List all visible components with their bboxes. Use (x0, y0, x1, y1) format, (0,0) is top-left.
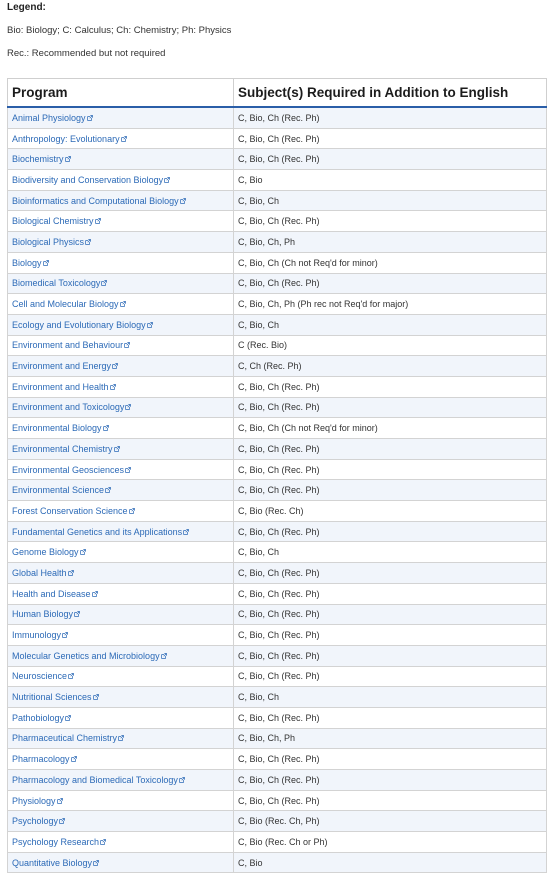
table-row (8, 790, 547, 811)
program-cell (8, 666, 234, 687)
table-row (8, 170, 547, 191)
program-link[interactable] (12, 527, 189, 537)
external-link-icon (92, 591, 98, 597)
subjects-cell: C, Bio, Ch (Ch not Req'd for minor) (234, 418, 547, 439)
external-link-icon (129, 508, 135, 514)
external-link-icon (125, 404, 131, 410)
program-requirements-table (7, 78, 547, 873)
program-link[interactable] (12, 402, 131, 412)
table-row (8, 625, 547, 646)
program-cell (8, 190, 234, 211)
table-row (8, 563, 547, 584)
program-link[interactable] (12, 816, 65, 826)
subjects-cell: C, Bio, Ch (Rec. Ph) (234, 128, 547, 149)
subjects-cell: C, Bio, Ch (Rec. Ph) (234, 625, 547, 646)
subjects-cell: C, Bio, Ch (234, 542, 547, 563)
program-link[interactable] (12, 547, 86, 557)
subjects-cell: C, Bio, Ch (Rec. Ph) (234, 273, 547, 294)
subjects-cell: C, Bio (234, 170, 547, 191)
subjects-cell: C, Bio, Ch (Rec. Ph) (234, 770, 547, 791)
program-name: Physiology (12, 795, 56, 806)
program-name: Neuroscience (12, 671, 68, 682)
program-link[interactable] (12, 796, 63, 806)
program-name: Immunology (12, 630, 62, 641)
program-name: Environment and Toxicology (12, 402, 125, 413)
program-link[interactable] (12, 444, 120, 454)
table-row (8, 356, 547, 377)
program-link[interactable] (12, 175, 170, 185)
program-link[interactable] (12, 775, 185, 785)
program-cell (8, 563, 234, 584)
column-header-subjects: Subject(s) Required in Addition to English (234, 79, 547, 108)
subjects-cell: C, Bio, Ch (Rec. Ph) (234, 583, 547, 604)
subjects-cell: C, Bio (234, 852, 547, 873)
table-row (8, 294, 547, 315)
program-link[interactable] (12, 382, 116, 392)
program-link[interactable] (12, 485, 111, 495)
program-name: Pathobiology (12, 712, 65, 723)
table-row (8, 707, 547, 728)
subjects-cell: C, Bio, Ch (Rec. Ph) (234, 645, 547, 666)
table-row (8, 335, 547, 356)
program-name: Biological Physics (12, 236, 85, 247)
table-row (8, 149, 547, 170)
external-link-icon (87, 115, 93, 121)
program-cell (8, 521, 234, 542)
program-name: Biodiversity and Conservation Biology (12, 174, 164, 185)
program-name: Environment and Energy (12, 361, 112, 372)
program-name: Environmental Science (12, 485, 105, 496)
program-name: Health and Disease (12, 588, 91, 599)
subjects-cell: C, Bio, Ch, Ph (234, 728, 547, 749)
program-link[interactable] (12, 568, 74, 578)
program-name: Pharmacology and Biomedical Toxicology (12, 774, 178, 785)
program-cell (8, 852, 234, 873)
external-link-icon (100, 839, 106, 845)
external-link-icon (180, 198, 186, 204)
table-row (8, 604, 547, 625)
table-row (8, 232, 547, 253)
program-link[interactable] (12, 320, 153, 330)
external-link-icon (68, 673, 74, 679)
subjects-cell: C, Bio, Ch (Rec. Ph) (234, 563, 547, 584)
subjects-cell: C, Bio, Ch, Ph (Ph rec not Req'd for major) (234, 294, 547, 315)
program-name: Ecology and Evolutionary Biology (12, 319, 146, 330)
subjects-cell: C, Bio, Ch (Rec. Ph) (234, 376, 547, 397)
program-name: Genome Biology (12, 547, 79, 558)
program-cell (8, 625, 234, 646)
external-link-icon (183, 529, 189, 535)
program-cell (8, 232, 234, 253)
subjects-cell: C, Bio, Ch (Rec. Ph) (234, 211, 547, 232)
subjects-cell: C, Bio, Ch (Rec. Ph) (234, 790, 547, 811)
program-cell (8, 728, 234, 749)
program-name: Biological Chemistry (12, 216, 94, 227)
external-link-icon (93, 860, 99, 866)
subjects-cell: C, Bio (Rec. Ch) (234, 501, 547, 522)
external-link-icon (118, 735, 124, 741)
table-row (8, 128, 547, 149)
program-cell (8, 811, 234, 832)
subjects-cell: C, Bio, Ch (Ch not Req'd for minor) (234, 252, 547, 273)
subjects-cell: C (Rec. Bio) (234, 335, 547, 356)
program-cell (8, 604, 234, 625)
external-link-icon (147, 322, 153, 328)
subjects-cell: C, Bio, Ch (Rec. Ph) (234, 604, 547, 625)
program-name: Fundamental Genetics and its Applications (12, 526, 183, 537)
subjects-cell: C, Ch (Rec. Ph) (234, 356, 547, 377)
program-link[interactable] (12, 465, 131, 475)
table-header-row (8, 79, 547, 108)
program-name: Global Health (12, 567, 67, 578)
program-name: Molecular Genetics and Microbiology (12, 650, 160, 661)
table-row (8, 728, 547, 749)
program-cell (8, 790, 234, 811)
subjects-cell: C, Bio, Ch (234, 314, 547, 335)
program-cell (8, 687, 234, 708)
program-cell (8, 107, 234, 128)
table-row (8, 480, 547, 501)
external-link-icon (124, 342, 130, 348)
program-link[interactable] (12, 216, 101, 226)
program-cell (8, 501, 234, 522)
external-link-icon (103, 425, 109, 431)
subjects-cell: C, Bio, Ch (Rec. Ph) (234, 480, 547, 501)
table-row (8, 687, 547, 708)
program-link[interactable] (12, 278, 107, 288)
table-row (8, 459, 547, 480)
table-row (8, 418, 547, 439)
external-link-icon (43, 260, 49, 266)
program-name: Bioinformatics and Computational Biology (12, 195, 179, 206)
external-link-icon (65, 156, 71, 162)
subjects-cell: C, Bio, Ch (Rec. Ph) (234, 749, 547, 770)
table-row (8, 811, 547, 832)
program-cell (8, 418, 234, 439)
table-row (8, 439, 547, 460)
external-link-icon (164, 177, 170, 183)
subjects-cell: C, Bio, Ch (Rec. Ph) (234, 439, 547, 460)
program-link[interactable] (12, 630, 68, 640)
external-link-icon (114, 446, 120, 452)
program-name: Pharmaceutical Chemistry (12, 733, 118, 744)
legend-title: Legend: (7, 2, 46, 13)
program-link[interactable] (12, 196, 186, 206)
program-cell (8, 170, 234, 191)
program-link[interactable] (12, 589, 98, 599)
table-row (8, 832, 547, 853)
program-cell (8, 397, 234, 418)
external-link-icon (71, 756, 77, 762)
program-name: Biochemistry (12, 154, 64, 165)
program-cell (8, 542, 234, 563)
table-row (8, 107, 547, 128)
table-row (8, 314, 547, 335)
table-row (8, 376, 547, 397)
program-cell (8, 707, 234, 728)
external-link-icon (74, 611, 80, 617)
table-row (8, 666, 547, 687)
table-row (8, 501, 547, 522)
table-row (8, 521, 547, 542)
program-link[interactable] (12, 113, 93, 123)
program-cell (8, 376, 234, 397)
table-row (8, 273, 547, 294)
subjects-cell: C, Bio (Rec. Ch or Ph) (234, 832, 547, 853)
program-name: Psychology Research (12, 836, 100, 847)
program-cell (8, 294, 234, 315)
subjects-cell: C, Bio, Ch (Rec. Ph) (234, 666, 547, 687)
subjects-cell: C, Bio, Ch (Rec. Ph) (234, 107, 547, 128)
program-name: Biomedical Toxicology (12, 278, 101, 289)
external-link-icon (95, 218, 101, 224)
program-link[interactable] (12, 134, 127, 144)
subjects-cell: C, Bio, Ch (234, 687, 547, 708)
table-row (8, 583, 547, 604)
external-link-icon (125, 467, 131, 473)
program-link[interactable] (12, 651, 167, 661)
program-name: Psychology (12, 816, 59, 827)
program-cell (8, 211, 234, 232)
external-link-icon (85, 239, 91, 245)
external-link-icon (105, 487, 111, 493)
program-name: Environmental Biology (12, 423, 102, 434)
program-name: Anthropology: Evolutionary (12, 133, 120, 144)
subjects-cell: C, Bio (Rec. Ch, Ph) (234, 811, 547, 832)
program-link[interactable] (12, 237, 91, 247)
program-cell (8, 149, 234, 170)
program-cell (8, 832, 234, 853)
legend-abbreviations: Bio: Biology; C: Calculus; Ch: Chemistry; Ph: Physics (7, 25, 232, 36)
external-link-icon (161, 653, 167, 659)
program-name: Biology (12, 257, 42, 268)
program-name: Forest Conservation Science (12, 505, 128, 516)
program-cell (8, 439, 234, 460)
table-row (8, 749, 547, 770)
program-name: Environmental Chemistry (12, 443, 113, 454)
external-link-icon (93, 694, 99, 700)
external-link-icon (112, 363, 118, 369)
program-link[interactable] (12, 361, 118, 371)
program-link[interactable] (12, 299, 126, 309)
external-link-icon (101, 280, 107, 286)
program-cell (8, 749, 234, 770)
program-link[interactable] (12, 154, 71, 164)
table-row (8, 542, 547, 563)
program-link[interactable] (12, 713, 71, 723)
legend-recommended-note: Rec.: Recommended but not required (7, 48, 166, 59)
program-name: Animal Physiology (12, 112, 86, 123)
program-link[interactable] (12, 340, 130, 350)
program-cell (8, 335, 234, 356)
subjects-cell: C, Bio, Ch (Rec. Ph) (234, 707, 547, 728)
program-name: Environment and Health (12, 381, 109, 392)
program-name: Quantitative Biology (12, 857, 93, 868)
external-link-icon (57, 798, 63, 804)
external-link-icon (120, 301, 126, 307)
table-row (8, 190, 547, 211)
program-name: Environment and Behaviour (12, 340, 124, 351)
external-link-icon (59, 818, 65, 824)
program-name: Environmental Geosciences (12, 464, 125, 475)
external-link-icon (179, 777, 185, 783)
program-link[interactable] (12, 506, 135, 516)
program-cell (8, 273, 234, 294)
table-row (8, 770, 547, 791)
program-name: Nutritional Sciences (12, 692, 92, 703)
table-body (8, 107, 547, 873)
program-cell (8, 459, 234, 480)
subjects-cell: C, Bio, Ch (Rec. Ph) (234, 521, 547, 542)
external-link-icon (80, 549, 86, 555)
program-link[interactable] (12, 837, 106, 847)
program-cell (8, 480, 234, 501)
program-link[interactable] (12, 692, 99, 702)
external-link-icon (110, 384, 116, 390)
external-link-icon (121, 136, 127, 142)
program-link[interactable] (12, 754, 77, 764)
program-link[interactable] (12, 258, 49, 268)
program-name: Human Biology (12, 609, 74, 620)
program-link[interactable] (12, 671, 74, 681)
program-name: Pharmacology (12, 754, 70, 765)
program-name: Cell and Molecular Biology (12, 299, 119, 310)
program-cell (8, 356, 234, 377)
program-cell (8, 252, 234, 273)
program-link[interactable] (12, 609, 80, 619)
program-cell (8, 645, 234, 666)
table-row (8, 211, 547, 232)
subjects-cell: C, Bio, Ch (Rec. Ph) (234, 459, 547, 480)
table-row (8, 645, 547, 666)
subjects-cell: C, Bio, Ch (Rec. Ph) (234, 149, 547, 170)
subjects-cell: C, Bio, Ch, Ph (234, 232, 547, 253)
table-row (8, 252, 547, 273)
program-cell (8, 770, 234, 791)
external-link-icon (68, 570, 74, 576)
subjects-cell: C, Bio, Ch (234, 190, 547, 211)
program-cell (8, 314, 234, 335)
table-row (8, 397, 547, 418)
program-cell (8, 128, 234, 149)
table-row (8, 852, 547, 873)
subjects-cell: C, Bio, Ch (Rec. Ph) (234, 397, 547, 418)
program-link[interactable] (12, 733, 124, 743)
program-link[interactable] (12, 858, 99, 868)
program-cell (8, 583, 234, 604)
column-header-program: Program (8, 79, 234, 108)
program-link[interactable] (12, 423, 109, 433)
external-link-icon (65, 715, 71, 721)
external-link-icon (62, 632, 68, 638)
